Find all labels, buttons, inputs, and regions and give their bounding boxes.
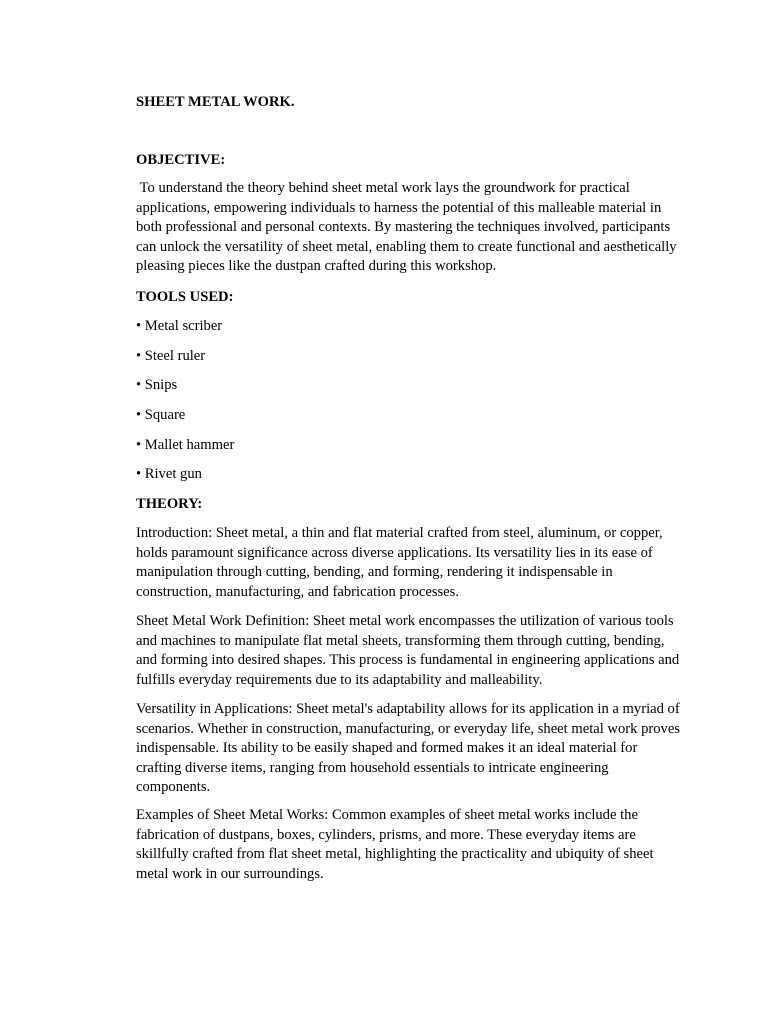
theory-definition-paragraph: Sheet Metal Work Definition: Sheet metal work encompasses the utilization of various tools and machines to manipulate flat metal sheets, transforming them through cutting, bending, and forming into desired shapes. This process is fundamental in engineering applications and fulfills everyday requirements due to its adaptability and malleability. [136,613,680,688]
objective-paragraph: To understand the theory behind sheet metal work lays the groundwork for practical applications, empowering individuals to harness the potential of this malleable material in both professional and personal contexts. By mastering the techniques involved, participants can unlock the versatility of sheet metal, enabling them to create functional and aesthetically pleasing pieces like the dustpan crafted during this workshop. [136,180,677,274]
objective-heading: OBJECTIVE: [136,152,226,168]
tools-heading: TOOLS USED: [136,289,234,305]
theory-examples-paragraph: Examples of Sheet Metal Works: Common examples of sheet metal works include the fabrication of dustpans, boxes, cylinders, prisms, and more. These everyday items are skillfully crafted from flat sheet metal, highlighting the practicality and ubiquity of sheet metal work in our surroundings. [136,807,654,882]
tool-list-item: • Mallet hammer [136,437,235,453]
tool-list-item: • Snips [136,377,178,393]
tool-list-item: • Metal scriber [136,318,223,334]
tool-list-item: • Steel ruler [136,348,206,364]
tool-list-item: • Square [136,407,186,423]
theory-introduction-paragraph: Introduction: Sheet metal, a thin and flat material crafted from steel, aluminum, or copper, holds paramount significance across diverse applications. Its versatility lies in its ease of manipulation through cutting, bending, and forming, rendering it indispensable in construction, manufacturing, and fabrication processes. [136,525,663,600]
document-title: SHEET METAL WORK. [136,94,295,110]
tool-list-item: • Rivet gun [136,466,202,482]
theory-heading: THEORY: [136,496,203,512]
theory-versatility-paragraph: Versatility in Applications: Sheet metal's adaptability allows for its application in a myriad of scenarios. Whether in construction, manufacturing, or everyday life, sheet metal work proves indispensable. Its ability to be easily shaped and formed makes it an ideal material for crafting diverse items, ranging from household essentials to intricate engineering components. [136,701,680,795]
